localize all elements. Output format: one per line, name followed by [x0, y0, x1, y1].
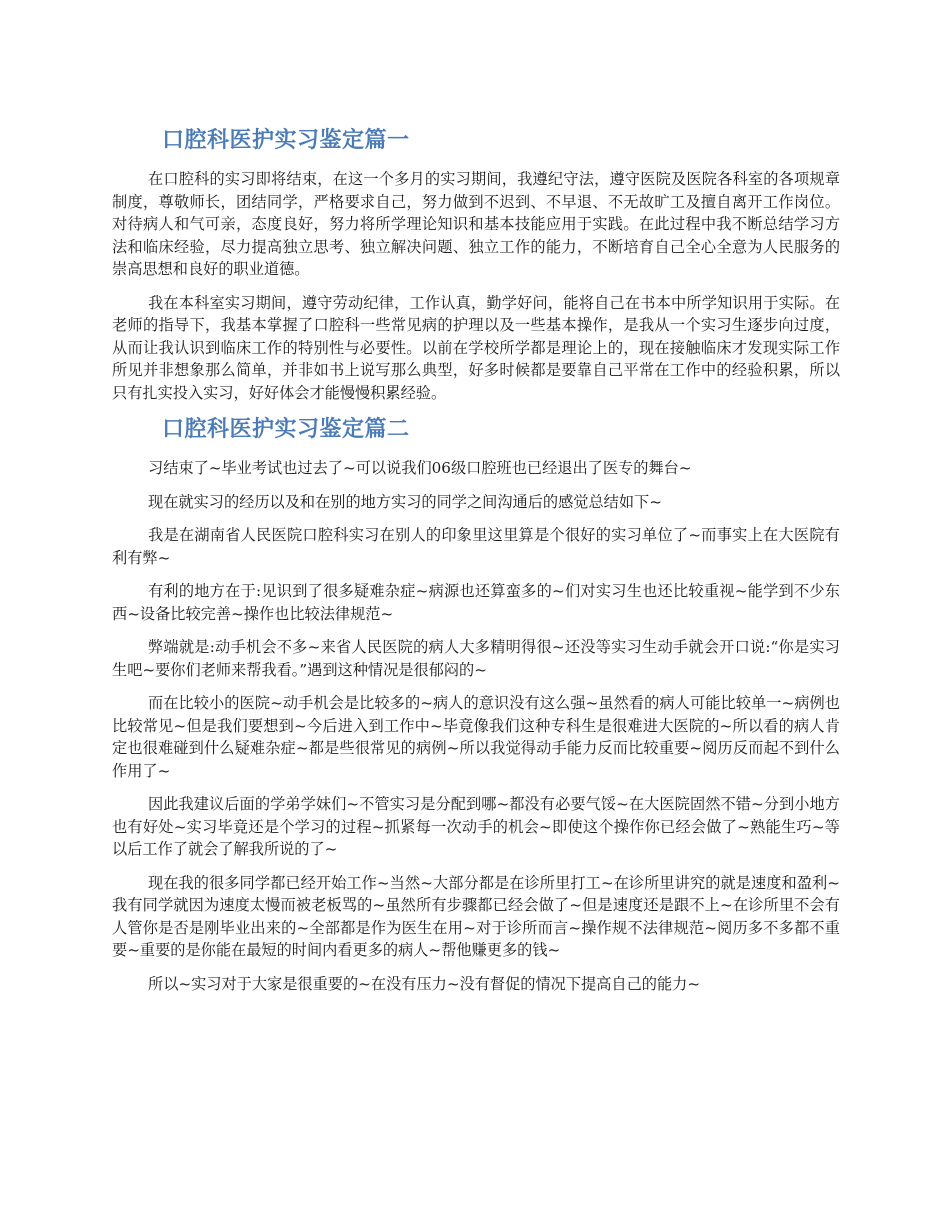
- paragraph: 有利的地方在于:见识到了很多疑难杂症~病源也还算蛮多的~们对实习生也还比较重视~能学到不少东西~设备比较完善~操作也比较法律规范~: [112, 582, 840, 623]
- paragraph: 所以~实习对于大家是很重要的~在没有压力~没有督促的情况下提高自己的能力~: [148, 974, 701, 993]
- document-page: [112, 126, 840, 1006]
- paragraph: 弊端就是:动手机会不多~来省人民医院的病人大多精明得很~还没等实习生动手就会开口说:“你是实习生吧~要你们老师来帮我看。”遇到这种情况是很郁闷的~: [112, 638, 840, 679]
- paragraph: 因此我建议后面的学弟学妹们~不管实习是分配到哪~都没有必要气馁~在大医院固然不错~分到小地方也有好处~实习毕竟还是个学习的过程~抓紧每一次动手的机会~即使这个操作你已经会做了~熟能生巧~等以后工作了就会了解我所说的了~: [112, 795, 840, 858]
- paragraph: 而在比较小的医院~动手机会是比较多的~病人的意识没有这么强~虽然看的病人可能比较单一~病例也比较常见~但是我们要想到~今后进入到工作中~毕竟像我们这种专科生是很难进大医院的~所以看的病人肯定也很难碰到什么疑难杂症~都是些很常见的病例~所以我觉得动手能力反而比较重要~阅历反而起不到什么作用了~: [112, 694, 840, 780]
- paragraph: 习结束了~毕业考试也过去了~可以说我们06级口腔班也已经退出了医专的舞台~: [148, 459, 692, 477]
- paragraph: 现在就实习的经历以及和在别的地方实习的同学之间沟通后的感觉总结如下~: [148, 492, 662, 511]
- section-title: 口腔科医护实习鉴定篇二: [162, 417, 410, 442]
- paragraph: 在口腔科的实习即将结束，在这一个多月的实习期间，我遵纪守法，遵守医院及医院各科室的各项规章制度，尊敬师长，团结同学，严格要求自己，努力做到不迟到、不早退、不无故旷工及擅自离开工作岗位。对待病人和气可亲，态度良好，努力将所学理论知识和基本技能应用于实践。在此过程中我不断总结学习方法和临床经验，尽力提高独立思考、独立解决问题、独立工作的能力，不断培育自己全心全意为人民服务的崇高思想和良好的职业道德。: [112, 170, 840, 278]
- section-two: [112, 415, 840, 995]
- paragraph: 我在本科室实习期间，遵守劳动纪律，工作认真，勤学好问，能将自己在书本中所学知识用于实际。在老师的指导下，我基本掌握了口腔科一些常见病的护理以及一些基本操作，是我从一个实习生逐步向过度，从而让我认识到临床工作的特别性与必要性。以前在学校所学都是理论上的，现在接触临床才发现实际工作所见并非想象那么简单，并非如书上说写那么典型，好多时候都是要靠自己平常在工作中的经验积累，所以只有扎实投入实习，好好体会才能慢慢积累经验。: [112, 293, 840, 402]
- section-one: [112, 126, 840, 404]
- paragraph: 现在我的很多同学都已经开始工作~当然~大部分都是在诊所里打工~在诊所里讲究的就是速度和盈利~我有同学就因为速度太慢而被老板骂的~虽然所有步骤都已经会做了~但是速度还是跟不上~在诊所里不会有人管你是否是刚毕业出来的~全部都是作为医生在用~对于诊所而言~操作规不法律规范~阅历多不多都不重要~重要的是你能在最短的时间内看更多的病人~帮他赚更多的钱~: [112, 873, 840, 959]
- section-title: 口腔科医护实习鉴定篇一: [162, 128, 410, 153]
- paragraph: 我是在湖南省人民医院口腔科实习在别人的印象里这里算是个很好的实习单位了~而事实上在大医院有利有弊~: [112, 526, 840, 567]
